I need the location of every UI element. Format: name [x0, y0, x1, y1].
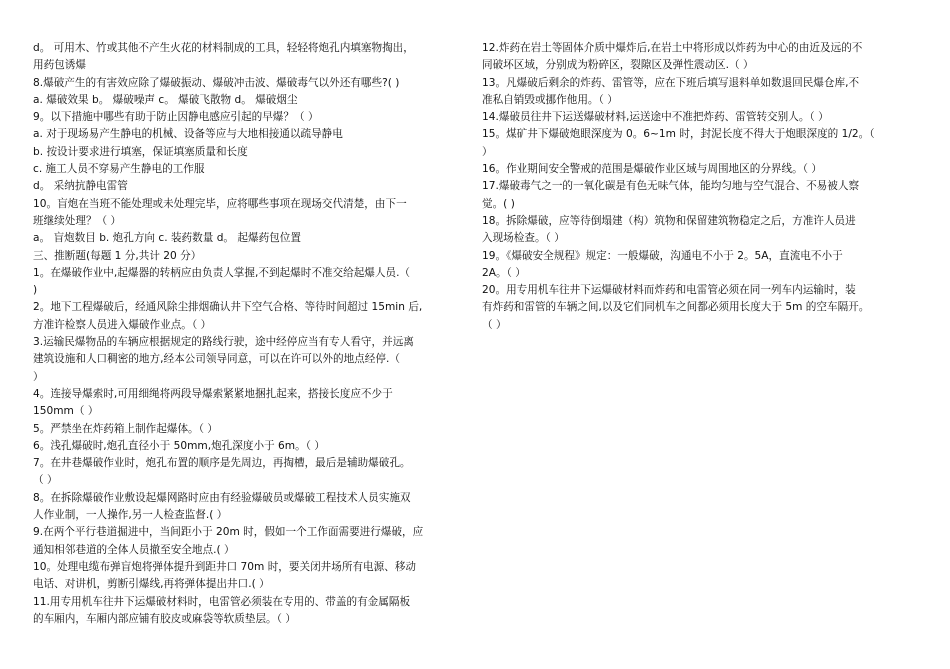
text-line: 觉。( ) [482, 197, 515, 210]
text-line: 的车厢内，车厢内部应铺有胶皮或麻袋等软质垫层。（ ） [33, 612, 296, 625]
text-line: a. 爆破效果 b。 爆破噪声 c。 爆破飞散物 d。 爆破烟尘 [33, 93, 298, 106]
text-line: 2A。（ ） [482, 266, 526, 279]
text-line: 19。《爆破安全规程》规定：一般爆破，沟通电不小于 2。5A，直流电不小于 [482, 249, 843, 262]
text-line: 13。凡爆破后剩余的炸药、雷管等，应在下班后填写退料单如数退回民爆仓库,不 [482, 76, 860, 89]
text-line: 9。以下措施中哪些有助于防止因静电感应引起的早爆？（ ） [33, 111, 319, 124]
text-line: 三、推断题(每题 1 分,共计 20 分） [33, 249, 202, 262]
text-line: 12.炸药在岩土等固体介质中爆炸后,在岩土中将形成以炸药为中心的由近及远的不 [482, 42, 863, 54]
text-line: （ ） [33, 474, 58, 487]
text-line: d。 可用木、竹或其他不产生火花的材料制成的工具，轻轻将炮孔内填塞物掏出， [33, 42, 414, 54]
text-line: 17.爆破毒气之一的一氧化碳是有色无味气体，能均匀地与空气混合、不易被人察 [482, 180, 860, 193]
text-line: 入现场检查。（ ） [482, 232, 565, 245]
text-line: 150mm（ ） [33, 405, 99, 418]
text-line: 同破坏区域，分别成为粉碎区，裂隙区及弹性震动区.（ ） [482, 59, 754, 72]
text-line: 8。在拆除爆破作业敷设起爆网路时应由有经验爆破员或爆破工程技术人员实施双 [33, 491, 411, 504]
text-line: c. 施工人员不穿易产生静电的工作服 [33, 163, 205, 176]
text-line: 4。连接导爆索时,可用细绳将两段导爆索紧紧地捆扎起来，搭接长度应不少于 [33, 387, 393, 400]
text-line: 准私自销毁或挪作他用。（ ） [482, 93, 618, 106]
text-line: b. 按设计要求进行填塞，保证填塞质量和长度 [33, 145, 248, 158]
text-line: 5。严禁坐在炸药箱上制作起爆体。（ ） [33, 422, 218, 435]
text-line: ） [33, 370, 44, 383]
text-line: a. 对于现场易产生静电的机械、设备等应与大地相接通以疏导静电 [33, 128, 343, 141]
text-line: 10。处理电缆布弹盲炮将弹体提升到距井口 70m 时，要关闭井场所有电源、移动 [33, 560, 417, 573]
text-line: 1。在爆破作业中,起爆器的转柄应由负责人掌握,不到起爆时不准交给起爆人员.（ [33, 266, 411, 279]
text-line: a。 盲炮数目 b. 炮孔方向 c. 装药数量 d。 起爆药包位置 [33, 232, 301, 245]
text-line: 18。拆除爆破，应等待倒塌建（构）筑物和保留建筑物稳定之后，方准许人员进 [482, 214, 856, 227]
text-line: 10。盲炮在当班不能处理或未处理完毕，应将哪些事项在现场交代清楚，由下一 [33, 197, 407, 210]
text-line: 6。浅孔爆破时,炮孔直径小于 50mm,炮孔深度小于 6m。（ ） [33, 439, 325, 452]
text-line: 7。在井巷爆破作业时，炮孔布置的顺序是先周边，再掏槽，最后是辅助爆破孔。 [33, 457, 411, 470]
text-line: 通知相邻巷道的全体人员撤至安全地点.( ） [33, 543, 235, 556]
text-line: 用药包诱爆 [33, 59, 86, 72]
text-line: 9.在两个平行巷道掘进中，当间距小于 20m 时，假如一个工作面需要进行爆破，应 [33, 526, 424, 539]
text-line: 15。煤矿井下爆破炮眼深度为 0。6~1m 时，封泥长度不得大于炮眼深度的 1/2。（ [482, 128, 875, 141]
text-line: 11.用专用机车往井下运爆破材料时，电雷管必须装在专用的、带盖的有金属隔板 [33, 595, 411, 608]
text-line: ) [33, 284, 38, 297]
text-line: 20。用专用机车往井下运爆破材料而炸药和电雷管必须在同一列车内运输时，装 [482, 284, 856, 297]
text-line: ） [482, 145, 493, 158]
text-line: 有炸药和雷管的车辆之间,以及它们同机车之间都必须用长度大于 5m 的空车隔开。 [482, 301, 870, 314]
text-line: 电话、对讲机，剪断引爆线,再将弹体提出井口.( ） [33, 578, 270, 591]
text-line: 14.爆破员往井下运送爆破材料,运送途中不准把炸药、雷管转交别人。（ ） [482, 111, 829, 124]
text-line: 3.运输民爆物品的车辆应根据规定的路线行驶，途中经停应当有专人看守，并远离 [33, 336, 414, 349]
text-line: 建筑设施和人口稠密的地方,经本公司领导同意，可以在许可以外的地点经停.（ [33, 353, 400, 366]
text-line: （ ） [482, 318, 507, 331]
text-line: 方准许检察人员进入爆破作业点。（ ） [33, 318, 212, 331]
text-line: 2。地下工程爆破后，经通风除尘排烟确认井下空气合格、等待时间超过 15min 后, [33, 301, 423, 314]
text-line: 人作业制，一人操作,另一人检查监督.( ） [33, 509, 228, 522]
text-line: 8.爆破产生的有害效应除了爆破振动、爆破冲击波、爆破毒气以外还有哪些?( ) [33, 76, 400, 89]
left-column [33, 40, 461, 628]
right-column [482, 40, 910, 334]
text-line: 班继续处理？（ ） [33, 214, 122, 227]
text-line: 16。作业期间安全警戒的范围是爆破作业区域与周围地区的分界线。（ ） [482, 163, 822, 176]
text-line: d。 采纳抗静电雷管 [33, 180, 128, 193]
